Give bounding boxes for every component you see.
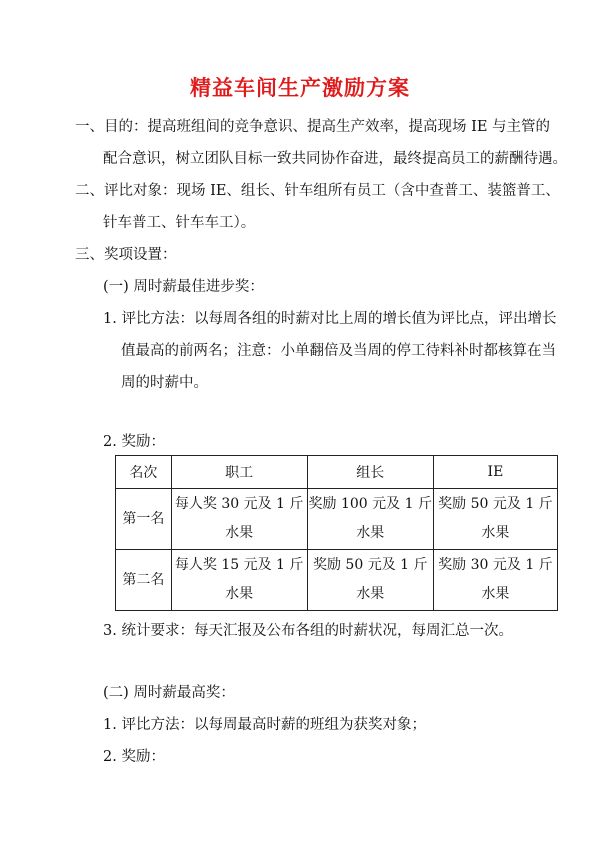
section-2-line-1: 二、评比对象：现场 IE、组长、针车组所有员工（含中查普工、装篮普工、 — [75, 183, 560, 199]
table-row — [116, 550, 558, 611]
document-title: 精益车间生产激励方案 — [190, 75, 410, 100]
cell-line: 每人奖 15 元及 1 斤 — [174, 557, 304, 573]
header-rank: 名次 — [116, 456, 172, 489]
header-ie: IE — [433, 456, 557, 489]
ie-reward-cell — [433, 489, 557, 550]
subsection-2-method: 1. 评比方法：以每周最高时薪的班组为获奖对象； — [103, 717, 426, 733]
section-3-heading: 三、奖项设置： — [75, 247, 177, 263]
subsection-1-method-line-2: 值最高的前两名；注意：小单翻倍及当周的停工待料补时都核算在当 — [121, 343, 556, 359]
subsection-1-method-line-1: 1. 评比方法：以每周各组的时薪对比上周的增长值为评比点，评出增长 — [103, 311, 557, 327]
subsection-1-heading: (一) 周时薪最佳进步奖： — [103, 279, 264, 295]
cell-line: 水果 — [356, 525, 385, 541]
cell-line: 水果 — [225, 525, 254, 541]
cell-line: 每人奖 30 元及 1 斤 — [174, 496, 304, 512]
header-leader: 组长 — [307, 456, 433, 489]
section-1-line-1: 一、目的：提高班组间的竞争意识、提高生产效率，提高现场 IE 与主管的 — [75, 119, 551, 135]
cell-line: 水果 — [481, 525, 510, 541]
cell-line: 水果 — [225, 586, 254, 602]
rank-cell: 第一名 — [116, 489, 172, 550]
cell-line: 水果 — [356, 586, 385, 602]
subsection-2-heading: (二) 周时薪最高奖： — [103, 685, 235, 701]
cell-line: 奖励 30 元及 1 斤 — [438, 557, 553, 573]
reward-table — [115, 455, 558, 611]
table-row — [116, 489, 558, 550]
ie-reward-cell — [433, 550, 557, 611]
worker-reward-cell — [171, 489, 307, 550]
leader-reward-cell — [307, 550, 433, 611]
cell-line: 奖励 50 元及 1 斤 — [312, 557, 428, 573]
section-2-line-2: 针车普工、针车车工）。 — [103, 215, 256, 231]
reward-table-header-row — [116, 456, 558, 489]
subsection-1-method-line-3: 周的时薪中。 — [121, 375, 208, 391]
cell-line: 奖励 100 元及 1 斤 — [308, 496, 432, 512]
subsection-2-reward-label: 2. 奖励： — [103, 749, 165, 765]
worker-reward-cell — [171, 550, 307, 611]
subsection-1-reward-label: 2. 奖励： — [103, 434, 165, 450]
cell-line: 奖励 50 元及 1 斤 — [438, 496, 553, 512]
header-worker: 职工 — [171, 456, 307, 489]
section-1-line-2: 配合意识，树立团队目标一致共同协作奋进，最终提高员工的薪酬待遇。 — [103, 151, 567, 167]
leader-reward-cell — [307, 489, 433, 550]
cell-line: 水果 — [481, 586, 510, 602]
rank-cell: 第二名 — [116, 550, 172, 611]
subsection-1-stat-requirement: 3. 统计要求：每天汇报及公布各组的时薪状况，每周汇总一次。 — [103, 623, 513, 639]
